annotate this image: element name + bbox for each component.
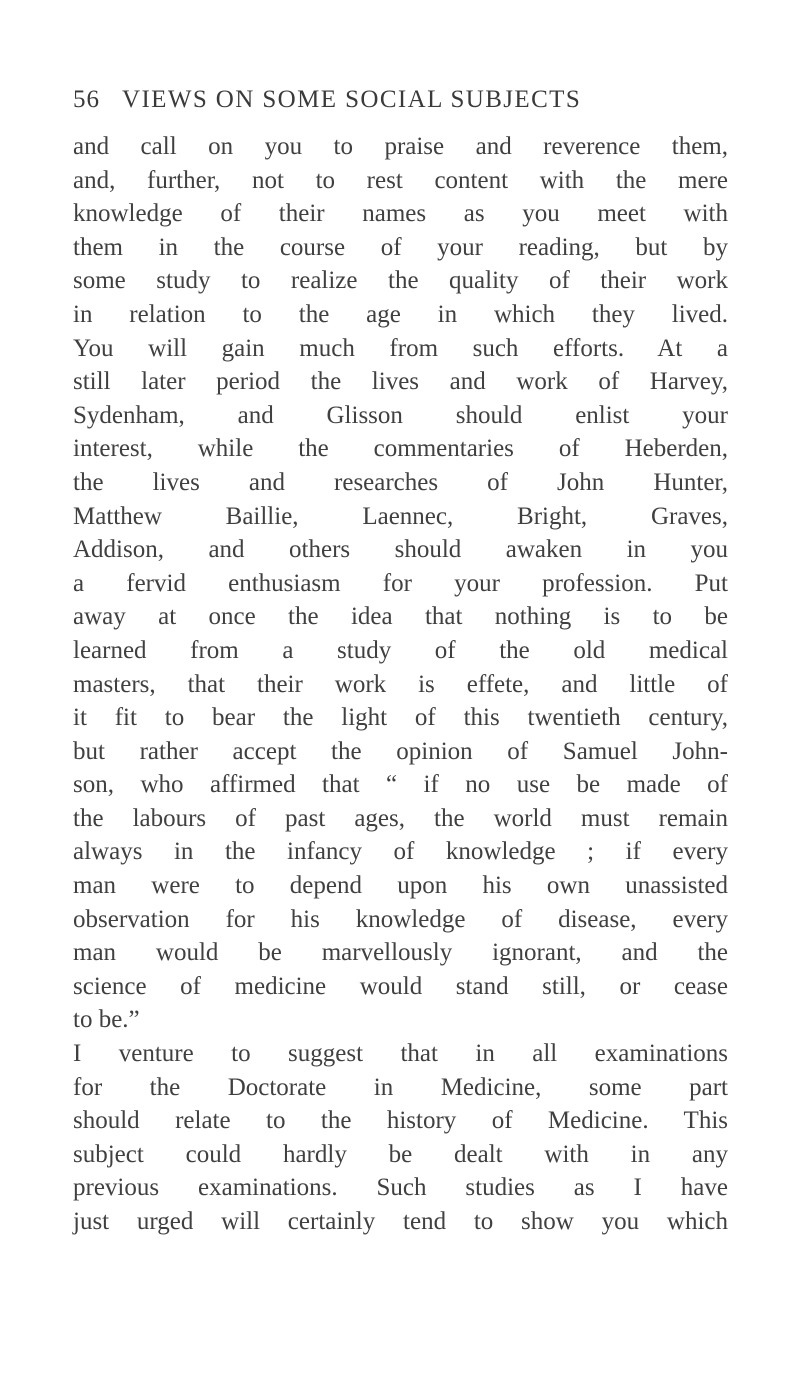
- text-line: the lives and researches of John Hunter,: [73, 468, 728, 496]
- text-line: man were to depend upon his own unassisted: [73, 872, 728, 900]
- text-line: the labours of past ages, the world must remain: [73, 804, 728, 832]
- text-line: to be.”: [73, 1006, 140, 1034]
- text-line: some study to realize the quality of their work: [73, 267, 728, 295]
- text-line: just urged will certainly tend to show you which: [73, 1208, 728, 1235]
- text-line: previous examinations. Such studies as I have: [73, 1174, 728, 1202]
- text-line: and, further, not to rest content with the mere: [73, 166, 728, 194]
- text-line: and call on you to praise and reverence them,: [73, 133, 728, 160]
- text-line: but rather accept the opinion of Samuel John-: [73, 737, 728, 765]
- text-line: Matthew Baillie, Laennec, Bright, Graves,: [73, 502, 728, 530]
- text-line: son, who affirmed that “ if no use be made of: [73, 771, 728, 799]
- text-line: observation for his knowledge of disease, every: [73, 905, 728, 933]
- page-number: 56: [73, 86, 100, 113]
- text-line: in relation to the age in which they lived.: [73, 300, 728, 328]
- running-title: VIEWS ON SOME SOCIAL SUBJECTS: [122, 86, 582, 113]
- text-line: still later period the lives and work of Harvey,: [73, 368, 728, 396]
- text-line: away at once the idea that nothing is to be: [73, 603, 728, 631]
- running-head: [73, 86, 733, 122]
- text-line: interest, while the commentaries of Heberden,: [73, 435, 728, 463]
- text-line: subject could hardly be dealt with in any: [73, 1140, 728, 1168]
- text-line: science of medicine would stand still, or cease: [73, 972, 728, 1000]
- text-line: You will gain much from such efforts. At a: [73, 334, 728, 362]
- text-line: masters, that their work is effete, and little of: [73, 670, 728, 698]
- text-line: should relate to the history of Medicine. This: [73, 1107, 728, 1135]
- text-line: them in the course of your reading, but by: [73, 233, 728, 261]
- text-line: Addison, and others should awaken in you: [73, 536, 728, 564]
- text-line: it fit to bear the light of this twentieth century,: [73, 704, 728, 732]
- text-line: I venture to suggest that in all examinations: [73, 1040, 728, 1068]
- text-line: man would be marvellously ignorant, and the: [73, 939, 728, 967]
- text-line: knowledge of their names as you meet with: [73, 200, 728, 228]
- text-line: Sydenham, and Glisson should enlist your: [73, 401, 728, 429]
- body-text: [73, 130, 728, 1239]
- text-line: a fervid enthusiasm for your profession. Put: [73, 569, 728, 597]
- text-line: always in the infancy of knowledge ; if every: [73, 838, 728, 866]
- text-line: learned from a study of the old medical: [73, 636, 728, 664]
- text-line: for the Doctorate in Medicine, some part: [73, 1073, 728, 1101]
